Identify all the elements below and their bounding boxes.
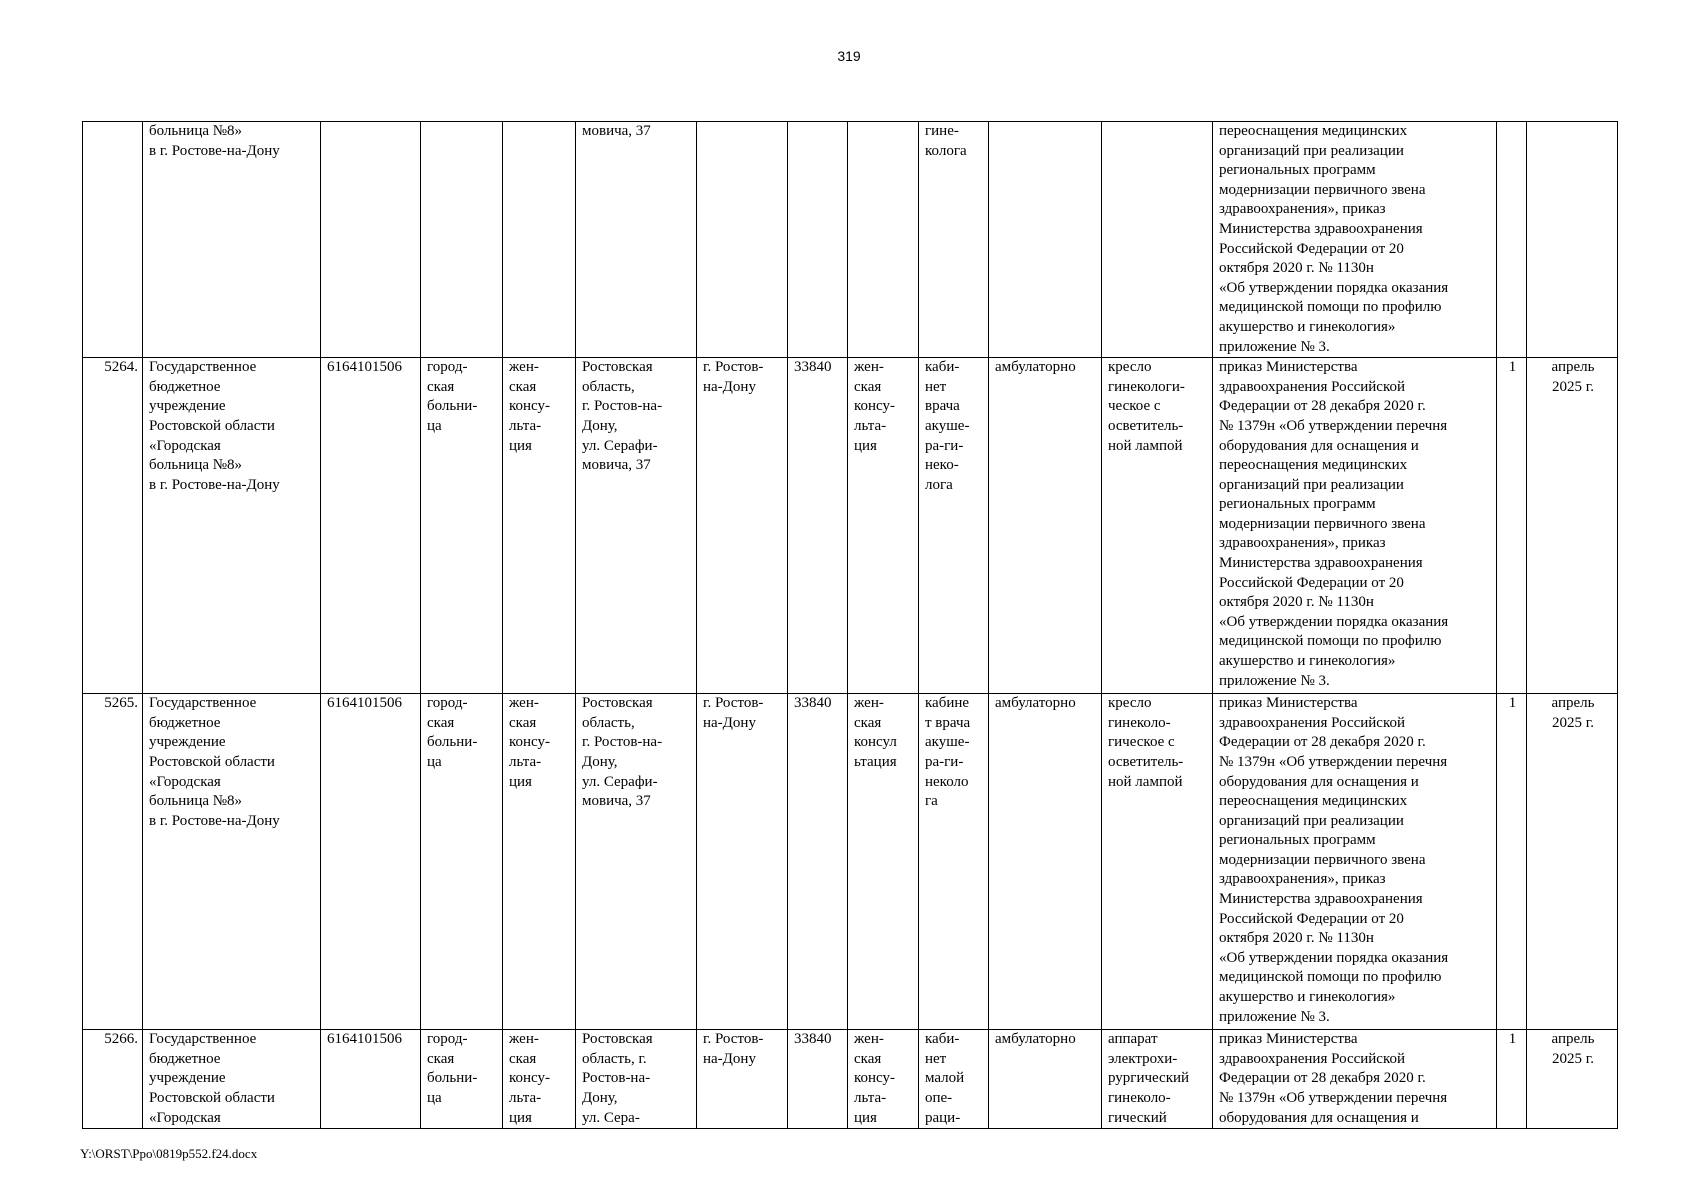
address-cell: мовича, 37 (576, 122, 697, 358)
territory-code-cell (788, 122, 848, 358)
inn-code-cell: 6164101506 (321, 694, 421, 1030)
room-name-cell: каби- нет врача акуше- ра-ги- неко- лога (919, 358, 989, 694)
care-conditions-cell: амбулаторно (989, 694, 1102, 1030)
file-path-footer: Y:\ORST\Ppo\0819p552.f24.docx (80, 1146, 258, 1161)
department-cell: жен- ская консу- льта- ция (848, 1030, 919, 1129)
row-number-cell: 5265. (83, 694, 143, 1030)
city-cell: г. Ростов- на-Дону (697, 694, 788, 1030)
address-cell: Ростовская область, г. Ростов-на- Дону, ул. Серафи- мовича, 37 (576, 694, 697, 1030)
legal-basis-cell: приказ Министерства здравоохранения Российской Федерации от 28 декабря 2020 г. № 1379н «Об утверждении перечня оборудования для оснащения и переоснащения медицинских организаций при реализации региональных программ модернизации первичного звена здравоохранения», приказ Министерства здравоохранения Российской Федерации от 20 октября 2020 г. № 1130н «Об утверждении порядка оказания медицинской помощи по профилю акушерство и гинекология» приложение № 3. (1213, 358, 1497, 694)
row-number-cell (83, 122, 143, 358)
city-cell: г. Ростов- на-Дону (697, 358, 788, 694)
equipment-name-cell (1102, 122, 1213, 358)
equipment-name-cell: аппарат электрохи- рургический гинеколо- гический (1102, 1030, 1213, 1129)
inn-code-cell: 6164101506 (321, 1030, 421, 1129)
unit-type-cell: жен- ская консу- льта- ция (503, 358, 576, 694)
registry-table-wrapper (82, 121, 1618, 1129)
organization-name-cell: Государственное бюджетное учреждение Ростовской области «Городская (143, 1030, 321, 1129)
city-cell (697, 122, 788, 358)
organization-type-cell: город- ская больни- ца (421, 1030, 503, 1129)
organization-type-cell (421, 122, 503, 358)
address-cell: Ростовская область, г. Ростов-на- Дону, ул. Сера- (576, 1030, 697, 1129)
delivery-date-cell: апрель 2025 г. (1527, 694, 1618, 1030)
organization-name-cell: Государственное бюджетное учреждение Ростовской области «Городская больница №8» в г. Ростове-на-Дону (143, 358, 321, 694)
address-cell: Ростовская область, г. Ростов-на- Дону, ул. Серафи- мовича, 37 (576, 358, 697, 694)
inn-code-cell: 6164101506 (321, 358, 421, 694)
table-row (83, 694, 1618, 1030)
department-cell: жен- ская консу- льта- ция (848, 358, 919, 694)
department-cell (848, 122, 919, 358)
unit-type-cell: жен- ская консу- льта- ция (503, 1030, 576, 1129)
inn-code-cell (321, 122, 421, 358)
organization-name-cell: больница №8» в г. Ростове-на-Дону (143, 122, 321, 358)
department-cell: жен- ская консул ьтация (848, 694, 919, 1030)
equipment-name-cell: кресло гинеколо- гическое с осветитель- ной лампой (1102, 694, 1213, 1030)
row-number-cell: 5264. (83, 358, 143, 694)
room-name-cell: гине- колога (919, 122, 989, 358)
legal-basis-cell: приказ Министерства здравоохранения Российской Федерации от 28 декабря 2020 г. № 1379н «Об утверждении перечня оборудования для оснащения и (1213, 1030, 1497, 1129)
quantity-cell (1497, 122, 1527, 358)
quantity-cell: 1 (1497, 1030, 1527, 1129)
organization-type-cell: город- ская больни- ца (421, 694, 503, 1030)
legal-basis-cell: приказ Министерства здравоохранения Российской Федерации от 28 декабря 2020 г. № 1379н «Об утверждении перечня оборудования для оснащения и переоснащения медицинских организаций при реализации региональных программ модернизации первичного звена здравоохранения», приказ Министерства здравоохранения Российской Федерации от 20 октября 2020 г. № 1130н «Об утверждении порядка оказания медицинской помощи по профилю акушерство и гинекология» приложение № 3. (1213, 694, 1497, 1030)
quantity-cell: 1 (1497, 694, 1527, 1030)
territory-code-cell: 33840 (788, 694, 848, 1030)
delivery-date-cell (1527, 122, 1618, 358)
care-conditions-cell: амбулаторно (989, 1030, 1102, 1129)
organization-name-cell: Государственное бюджетное учреждение Ростовской области «Городская больница №8» в г. Ростове-на-Дону (143, 694, 321, 1030)
equipment-name-cell: кресло гинекологи- ческое с осветитель- ной лампой (1102, 358, 1213, 694)
care-conditions-cell (989, 122, 1102, 358)
delivery-date-cell: апрель 2025 г. (1527, 1030, 1618, 1129)
organization-type-cell: город- ская больни- ца (421, 358, 503, 694)
territory-code-cell: 33840 (788, 1030, 848, 1129)
care-conditions-cell: амбулаторно (989, 358, 1102, 694)
room-name-cell: каби- нет малой опе- раци- (919, 1030, 989, 1129)
row-number-cell: 5266. (83, 1030, 143, 1129)
unit-type-cell: жен- ская консу- льта- ция (503, 694, 576, 1030)
delivery-date-cell: апрель 2025 г. (1527, 358, 1618, 694)
room-name-cell: кабине т врача акуше- ра-ги- неколо га (919, 694, 989, 1030)
table-row (83, 358, 1618, 694)
table-row (83, 122, 1618, 358)
city-cell: г. Ростов- на-Дону (697, 1030, 788, 1129)
territory-code-cell: 33840 (788, 358, 848, 694)
table-row (83, 1030, 1618, 1129)
equipment-registry-table (82, 121, 1618, 1129)
legal-basis-cell: переоснащения медицинских организаций при реализации региональных программ модернизации первичного звена здравоохранения», приказ Министерства здравоохранения Российской Федерации от 20 октября 2020 г. № 1130н «Об утверждении порядка оказания медицинской помощи по профилю акушерство и гинекология» приложение № 3. (1213, 122, 1497, 358)
unit-type-cell (503, 122, 576, 358)
quantity-cell: 1 (1497, 358, 1527, 694)
page-number: 319 (837, 48, 861, 64)
